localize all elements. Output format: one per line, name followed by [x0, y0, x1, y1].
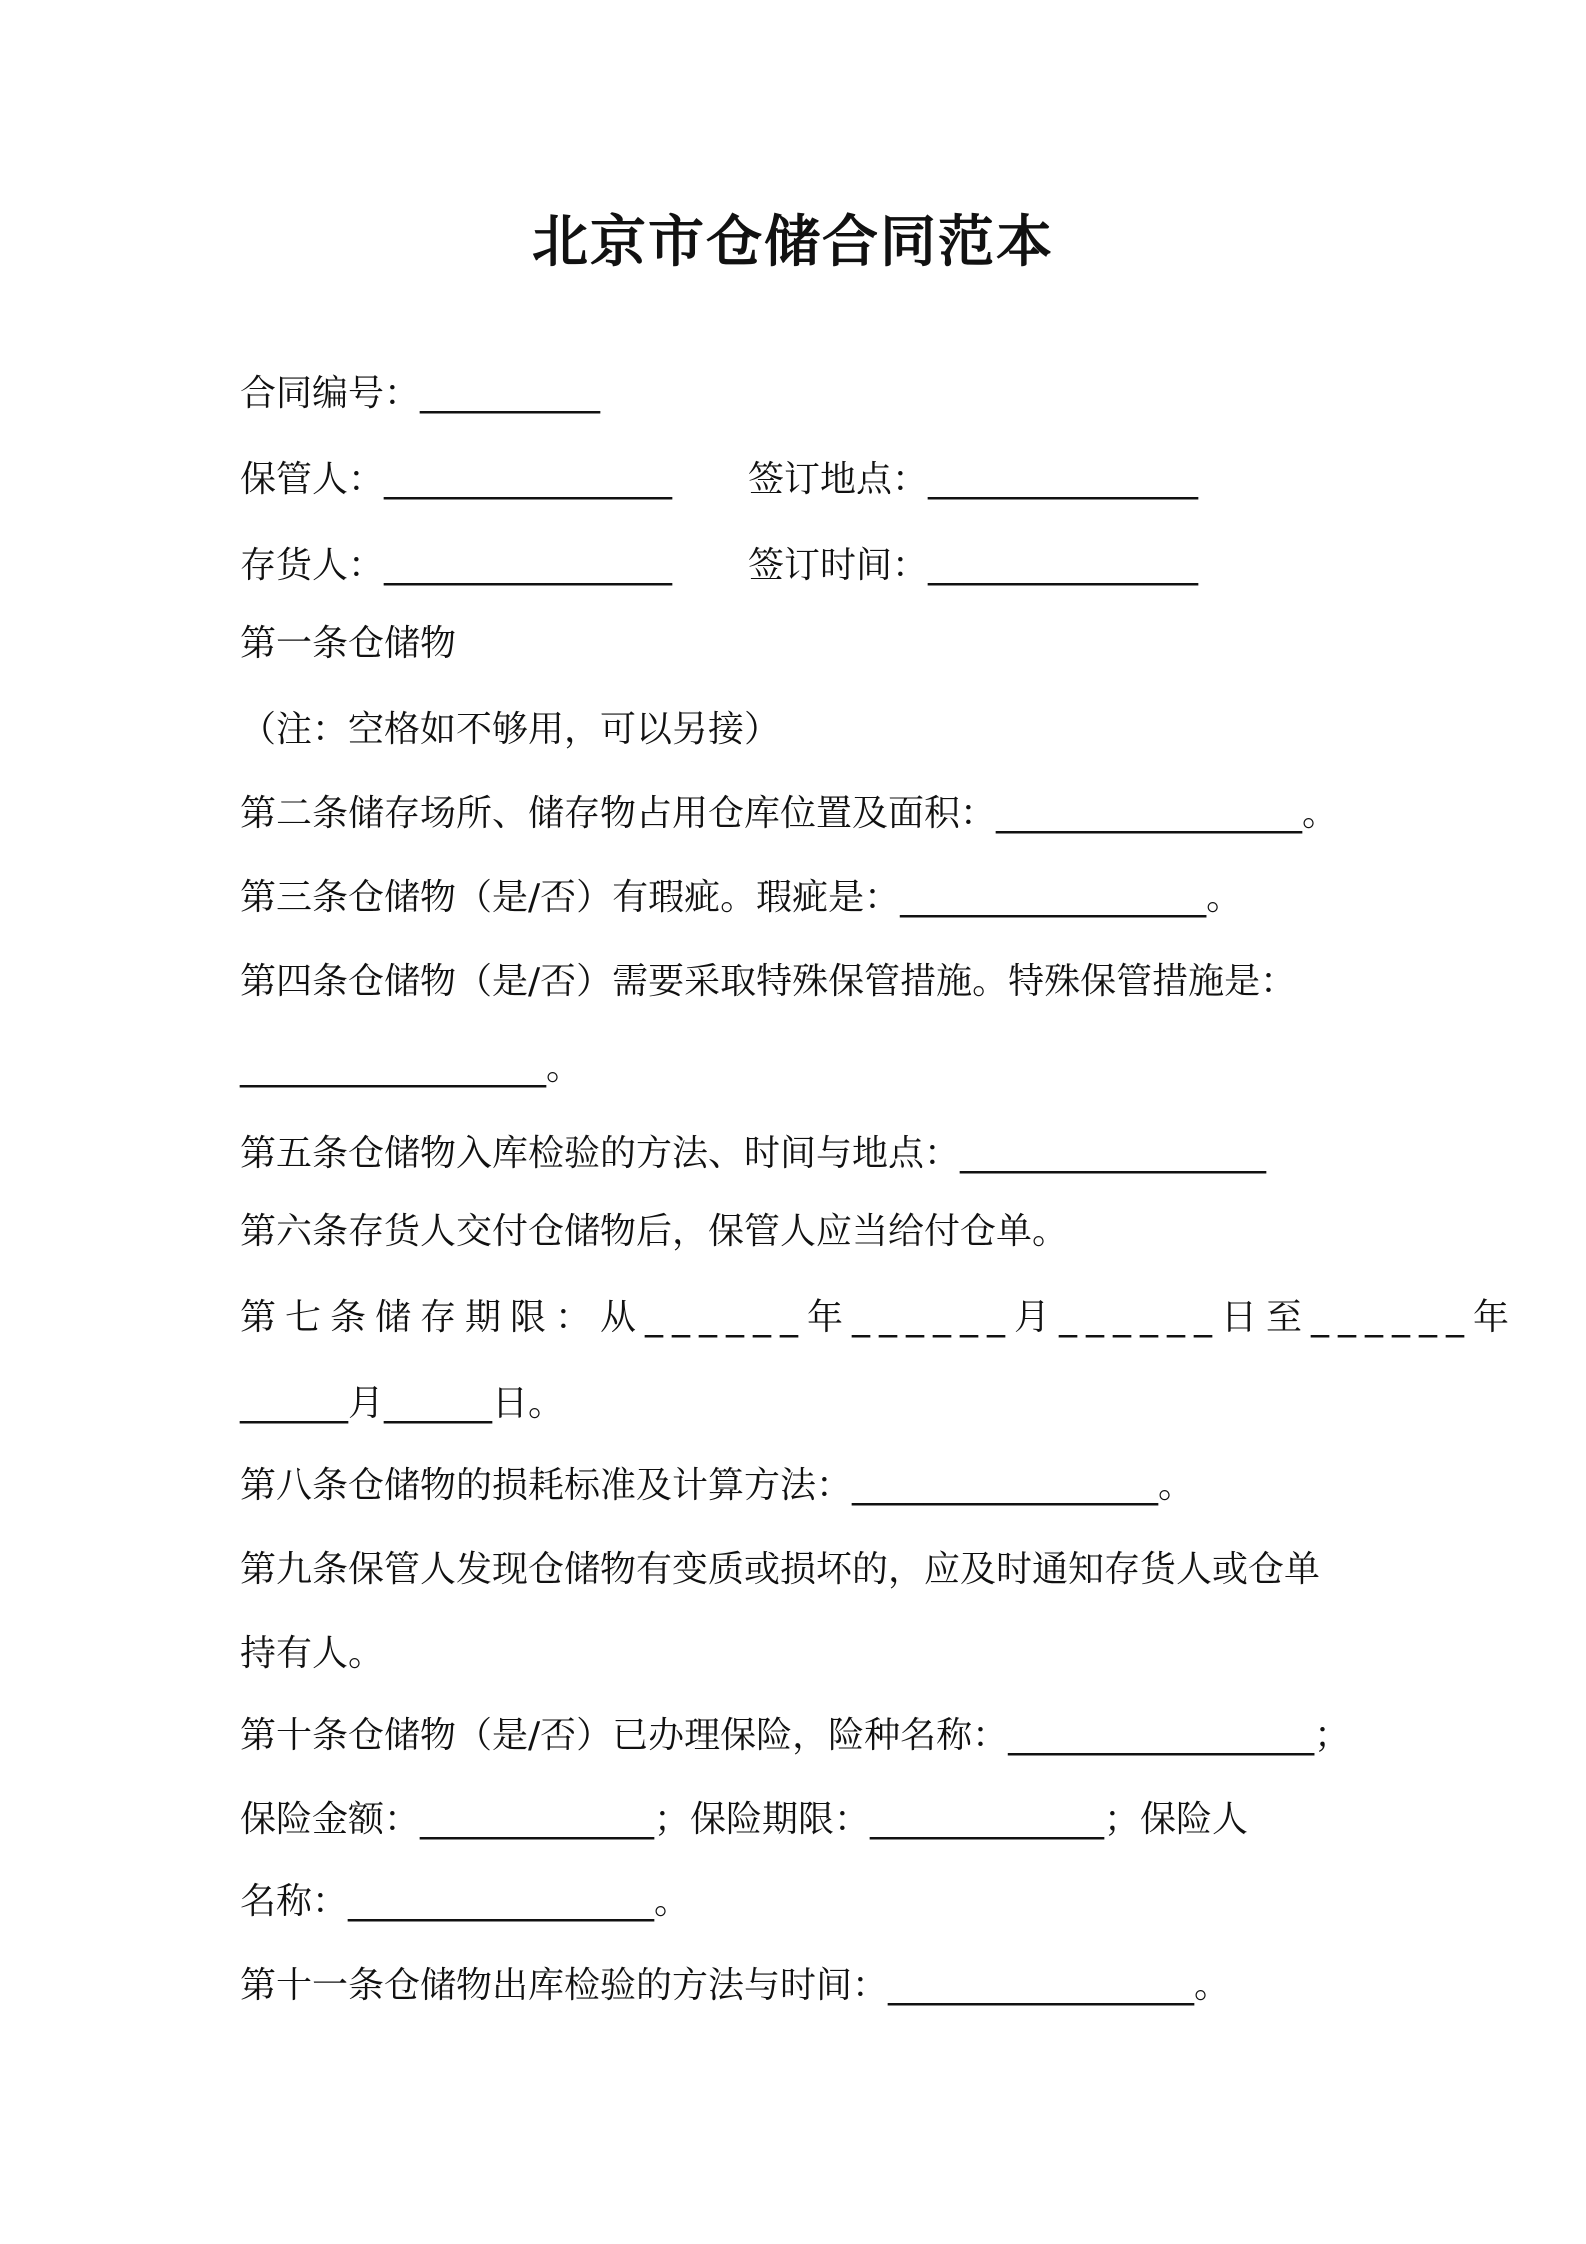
- sign-time-line: 签订时间：_______________: [748, 545, 1199, 586]
- clause-9-line-2: 持有人。: [240, 1633, 385, 1674]
- clause-10-line-2: 保险金额：_____________；保险期限：_____________；保险人: [240, 1799, 1249, 1840]
- depositor-line: 存货人：________________: [240, 545, 673, 586]
- clause-8: 第八条仓储物的损耗标准及计算方法：_________________。: [240, 1465, 1195, 1506]
- clause-9-line-1: 第九条保管人发现仓储物有变质或损坏的，应及时通知存货人或仓单: [240, 1549, 1321, 1590]
- document-title: 北京市仓储合同范本: [532, 210, 1054, 275]
- clause-1: 第一条仓储物: [240, 623, 457, 664]
- clause-11: 第十一条仓储物出库检验的方法与时间：_________________。: [240, 1965, 1231, 2006]
- clause-5: 第五条仓储物入库检验的方法、时间与地点：_________________: [240, 1133, 1267, 1174]
- sign-place-line: 签订地点：_______________: [748, 459, 1199, 500]
- clause-2: 第二条储存场所、储存物占用仓库位置及面积：_________________。: [240, 793, 1339, 834]
- clause-4-line-2: _________________。: [240, 1047, 582, 1088]
- clause-6: 第六条存货人交付仓储物后，保管人应当给付仓单。: [240, 1211, 1069, 1252]
- custodian-line: 保管人：________________: [240, 459, 673, 500]
- clause-10-line-3: 名称：_________________。: [240, 1881, 691, 1922]
- clause-note: （注：空格如不够用，可以另接）: [240, 709, 781, 750]
- clause-4-line-1: 第四条仓储物（是/否）需要采取特殊保管措施。特殊保管措施是：: [240, 961, 1297, 1002]
- clause-7-line-1: 第七条储存期限：从______年______月______日至______年: [240, 1297, 1519, 1338]
- clause-10-line-1: 第十条仓储物（是/否）已办理保险，险种名称：_________________；: [240, 1715, 1351, 1756]
- contract-number-line: 合同编号：__________: [240, 373, 601, 414]
- clause-3: 第三条仓储物（是/否）有瑕疵。瑕疵是：_________________。: [240, 877, 1243, 918]
- clause-7-line-2: ______月______日。: [240, 1383, 565, 1424]
